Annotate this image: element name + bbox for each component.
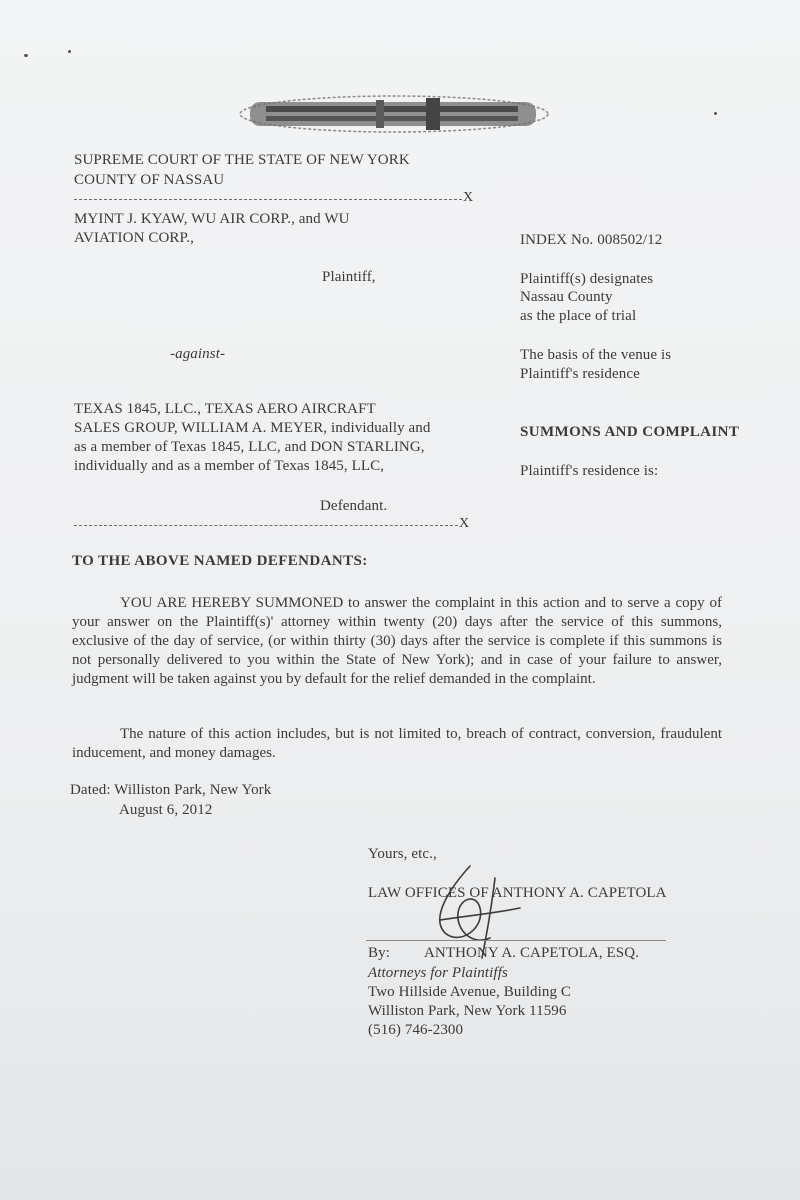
- caption-x-top: X: [463, 190, 474, 205]
- court-county: COUNTY OF NASSAU: [74, 172, 225, 188]
- defendant-role: Defendant.: [320, 498, 388, 514]
- firm-address-1: Two Hillside Avenue, Building C: [368, 984, 572, 1000]
- defendants-names-2: SALES GROUP, WILLIAM A. MEYER, individually and: [74, 420, 431, 436]
- scan-speck: [24, 54, 28, 57]
- summons-heading: TO THE ABOVE NAMED DEFENDANTS:: [72, 553, 368, 569]
- court-name: SUPREME COURT OF THE STATE OF NEW YORK: [74, 152, 410, 168]
- firm-phone: (516) 746-2300: [368, 1022, 464, 1038]
- venue-designation-2: Nassau County: [520, 289, 613, 305]
- document-title: SUMMONS AND COMPLAINT: [520, 424, 740, 440]
- venue-designation-3: as the place of trial: [520, 308, 637, 324]
- caption-divider-bottom: [74, 525, 458, 526]
- signature-line: [366, 940, 666, 941]
- summons-paragraph: YOU ARE HEREBY SUMMONED to answer the complaint in this action and to serve a copy of your answer on the Plaintiff(s)' attorney within twenty (20) days after the service of this summons, exclusive of the day of service, (or within thirty (30) days after the service is complete if this summons is not personally delivered to you within the State of New York); and in case of your failure to answer, judgment will be taken against you by default for the relief demanded in the complaint.: [72, 595, 722, 687]
- venue-basis-2: Plaintiff's residence: [520, 366, 640, 382]
- defendants-names-4: individually and as a member of Texas 1845, LLC,: [74, 458, 385, 474]
- dated-location: Dated: Williston Park, New York: [70, 782, 272, 798]
- caption-divider-top: [74, 199, 462, 200]
- defendants-names-1: TEXAS 1845, LLC., TEXAS AERO AIRCRAFT: [74, 401, 376, 417]
- attorney-role: Attorneys for Plaintiffs: [368, 965, 508, 981]
- against-label: -against-: [170, 346, 226, 362]
- law-firm-name: LAW OFFICES OF ANTHONY A. CAPETOLA: [368, 885, 667, 901]
- scan-speck: [714, 112, 717, 115]
- defendants-names-3: as a member of Texas 1845, LLC, and DON STARLING,: [74, 439, 425, 455]
- plaintiffs-names-1: MYINT J. KYAW, WU AIR CORP., and WU: [74, 211, 350, 227]
- closing-line: Yours, etc.,: [368, 846, 437, 862]
- venue-designation-1: Plaintiff(s) designates: [520, 271, 654, 287]
- by-label: By:: [368, 945, 390, 961]
- plaintiffs-names-2: AVIATION CORP.,: [74, 230, 194, 246]
- scan-speck: [68, 50, 71, 53]
- attorney-name: ANTHONY A. CAPETOLA, ESQ.: [424, 945, 640, 961]
- plaintiff-role: Plaintiff,: [322, 269, 376, 285]
- caption-x-bottom: X: [459, 516, 470, 531]
- nature-of-action-paragraph: The nature of this action includes, but is not limited to, breach of contract, conversion, fraudulent inducement, and money damages.: [72, 726, 722, 761]
- plaintiff-residence: Plaintiff's residence is:: [520, 463, 659, 479]
- dated-date: August 6, 2012: [119, 802, 213, 818]
- index-number: INDEX No. 008502/12: [520, 232, 663, 248]
- court-seal-emblem: [236, 92, 552, 136]
- venue-basis-1: The basis of the venue is: [520, 347, 672, 363]
- firm-address-2: Williston Park, New York 11596: [368, 1003, 567, 1019]
